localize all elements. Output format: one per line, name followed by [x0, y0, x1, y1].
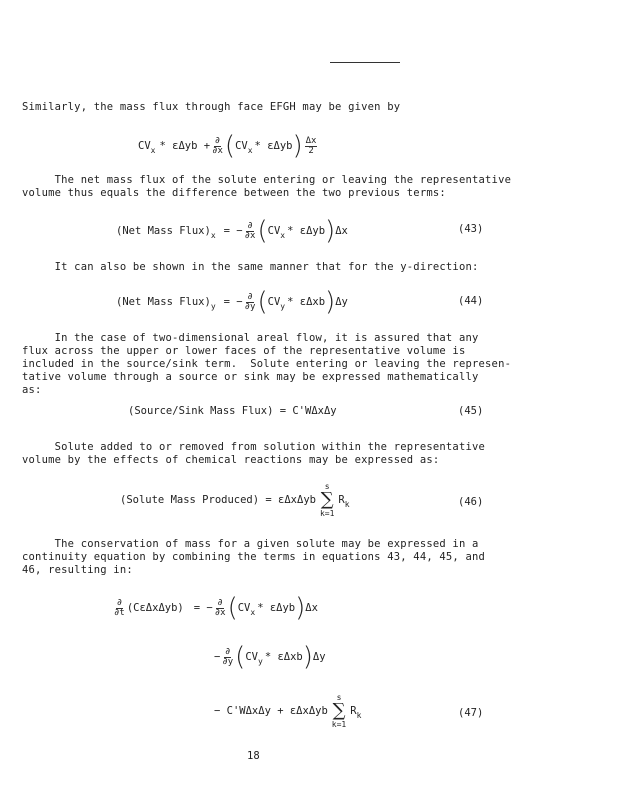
paragraph-areal-5: as:	[22, 384, 42, 396]
right-paren: )	[292, 131, 303, 161]
paragraph-reactions-1: Solute added to or removed from solution within the representative	[22, 441, 486, 453]
eq-subscript: y	[280, 301, 286, 311]
paragraph-areal-1: In the case of two-dimensional areal flow, it is assured that any	[22, 332, 479, 344]
paragraph-conservation-2: continuity equation by combining the terms in equations 43, 44, 45, and	[22, 551, 486, 563]
partial-fraction: $\frac{\partial}{\partial y}$	[222, 646, 234, 667]
equation-46	[120, 482, 350, 518]
equation-number-46: (46)	[458, 496, 484, 508]
eq-term: * εΔxb	[287, 296, 326, 308]
eq-term: CV	[245, 651, 258, 663]
half-fraction: $\frac{\Delta x}{2}$	[305, 135, 317, 156]
eq-term: = −	[223, 296, 243, 308]
eq-subscript: k	[344, 499, 350, 509]
eq-subscript: x	[250, 607, 256, 617]
paragraph-net-flux-1: The net mass flux of the solute entering or leaving the representative	[22, 174, 512, 186]
eq-term: = −	[223, 225, 243, 237]
eq-term: (Solute Mass Produced) = εΔxΔyb	[120, 494, 316, 506]
right-paren: )	[295, 593, 306, 623]
eq-term: (Net Mass Flux)	[116, 225, 211, 237]
equation-47-line1	[112, 593, 318, 623]
equation-47-line2	[214, 642, 326, 672]
partial-fraction: $\frac{\partial}{\partial x}$	[244, 220, 256, 241]
eq-term: * εΔyb	[257, 602, 296, 614]
eq-term: R	[350, 705, 357, 717]
paragraph-areal-2: flux across the upper or lower faces of the representative volume is	[22, 345, 466, 357]
equation-number-44: (44)	[458, 295, 484, 307]
eq-term: * εΔyb	[287, 225, 326, 237]
partial-fraction: $\frac{\partial}{\partial x}$	[212, 135, 223, 156]
eq-subscript: x	[247, 145, 253, 155]
eq-term: CV	[267, 296, 281, 308]
right-paren: )	[325, 287, 336, 317]
eq-subscript: x	[280, 230, 286, 240]
paragraph-net-flux-2: volume thus equals the difference between the two previous terms:	[22, 187, 446, 199]
eq-term: CV	[267, 225, 281, 237]
eq-term: Δy	[312, 651, 326, 663]
partial-fraction: $\frac{\partial}{\partial t}$	[114, 597, 125, 618]
eq-term: CV	[138, 140, 151, 152]
equation-number-43: (43)	[458, 223, 484, 235]
paragraph-areal-3: included in the source/sink term. Solute entering or leaving the represen-	[22, 358, 512, 370]
eq-subscript: x	[210, 230, 216, 240]
eq-term: Δx	[335, 225, 348, 237]
paragraph-y-direction: It can also be shown in the same manner that for the y-direction:	[22, 261, 479, 273]
eq-subscript: x	[150, 145, 156, 155]
paragraph-reactions-2: volume by the effects of chemical reactions may be expressed as:	[22, 454, 440, 466]
eq-subscript: y	[210, 301, 216, 311]
left-paren: (	[235, 642, 246, 672]
partial-fraction: $\frac{\partial}{\partial x}$	[214, 597, 226, 618]
eq-subscript: y	[257, 656, 263, 666]
right-paren: )	[325, 216, 336, 246]
paragraph-efgh: Similarly, the mass flux through face EFGH may be given by	[22, 101, 401, 113]
eq-term: (CεΔxΔyb)	[126, 602, 184, 614]
partial-fraction: $\frac{\partial}{\partial y}$	[244, 291, 256, 312]
equation-44	[116, 287, 348, 317]
eq-term: R	[338, 494, 345, 506]
eq-subscript: k	[356, 710, 362, 720]
eq-term: Δy	[335, 296, 348, 308]
left-paren: (	[224, 131, 236, 161]
equation-number-45: (45)	[458, 405, 484, 417]
eq-term: * εΔyb +	[159, 140, 211, 152]
summation: s ∑ k=1	[331, 693, 347, 729]
page-number: 18	[247, 750, 260, 762]
eq-term: Δx	[305, 602, 318, 614]
left-paren: (	[257, 216, 268, 246]
equation-43	[116, 216, 348, 246]
eq-term: (Source/Sink Mass Flux) = C'WΔxΔy	[128, 405, 337, 417]
equation-45	[128, 405, 337, 417]
eq-term: = −	[193, 602, 213, 614]
left-paren: (	[227, 593, 238, 623]
eq-term: * εΔxb	[264, 651, 303, 663]
eq-term: (Net Mass Flux)	[116, 296, 211, 308]
top-rule	[330, 62, 400, 63]
eq-term: CV	[235, 140, 248, 152]
eq-term: −	[214, 651, 221, 663]
eq-term: * εΔyb	[254, 140, 293, 152]
paragraph-conservation-1: The conservation of mass for a given solute may be expressed in a	[22, 538, 479, 550]
right-paren: )	[302, 642, 313, 672]
paragraph-areal-4: tative volume through a source or sink may be expressed mathematically	[22, 371, 479, 383]
eq-term: CV	[237, 602, 251, 614]
eq-term: − C'WΔxΔy + εΔxΔyb	[214, 705, 328, 717]
equation-efgh	[138, 131, 319, 161]
equation-number-47: (47)	[458, 707, 484, 719]
left-paren: (	[257, 287, 268, 317]
equation-47-line3	[214, 693, 361, 729]
summation: s ∑ k=1	[319, 482, 335, 518]
paragraph-conservation-3: 46, resulting in:	[22, 564, 133, 576]
